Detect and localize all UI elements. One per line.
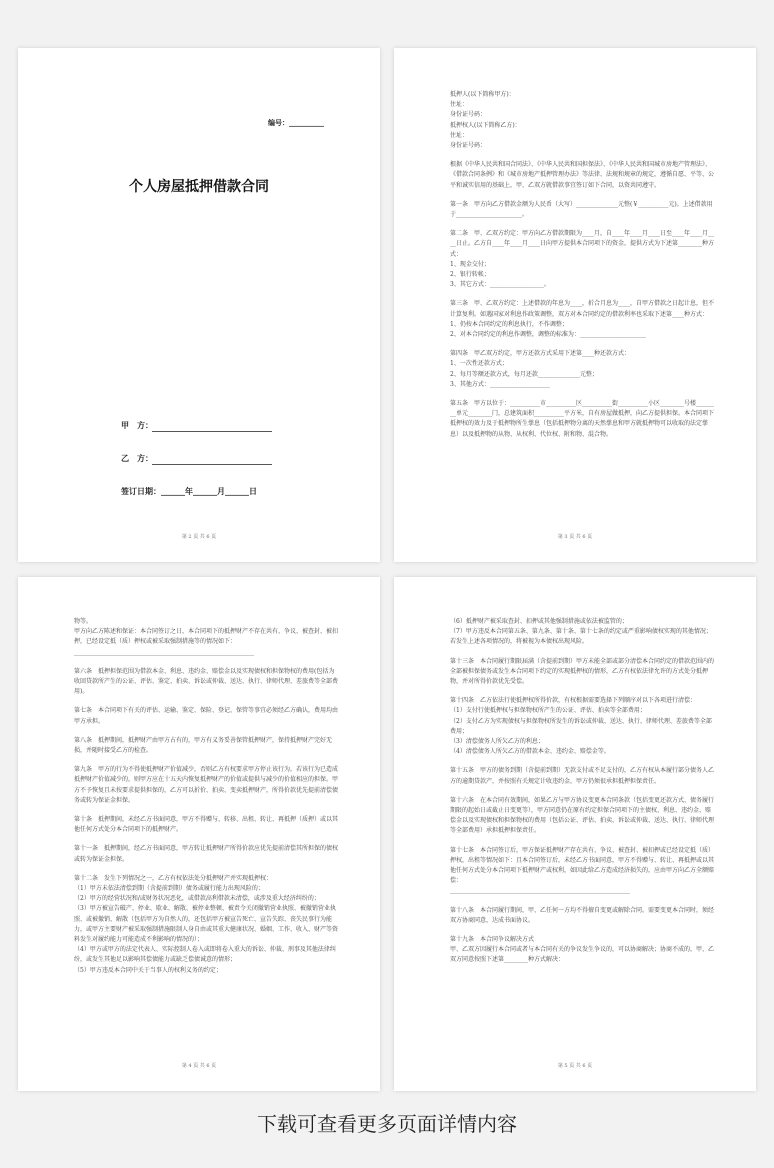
body-line: （6）抵押财产被采取查封、扣押或其他强制措施或依法被监管的； bbox=[450, 618, 628, 625]
body-line: 甲、乙双方因履行本合同或者与本合同有关的争议发生争议的，可以协商解决；协商不成的，甲、乙双方同意按照下述第________种方式解决： bbox=[450, 946, 715, 964]
body-line: 第十七条 本合同签订后，甲方保证抵押财产存在共有、争议、被查封、被扣押或已经设定抵（质）押权，出租等情况如下：且本合同签订后，未经乙方书面同意，甲方不得赠与、转让、再抵押或以其他任何方式处分本合同项下抵押财产或权利，如因此给乙方造成经济损失的，应由甲方向乙方全额赔偿： bbox=[450, 846, 715, 885]
body-line: 住址： bbox=[450, 131, 469, 139]
body-line: 第五条 甲方以位于：__________市__________区__________街__________小区________号楼________单元________门，总建筑面积__________平方米，自有房屋做抵押，向乙方提供担保。本合同项下抵押权的效力及于抵押物所生孳息（包括抵押物分离的天然孳息和甲方就抵押物可以收取的法定孳息）以及抵押物的从物、从权利、代位权、附和物、混合物。 bbox=[450, 400, 715, 438]
party-b-label: 乙 方： bbox=[121, 454, 153, 463]
body-line: 2、每月等额还款方式，每月还款______________元整； bbox=[450, 370, 598, 378]
document-page-5 bbox=[394, 577, 756, 1091]
body-line: 1、仍按本合同约定的利息执行，不作调整； bbox=[450, 320, 568, 328]
body-line: （5）甲方违反本合同中关于当事人的权利义务的约定； bbox=[74, 966, 222, 974]
body-line: 3、其他方式：____________________ bbox=[450, 380, 550, 388]
page-footer: 第 5 页 共 6 页 bbox=[557, 1063, 593, 1069]
document-page-3 bbox=[394, 48, 756, 562]
body-line: 第十一条 抵押期间，经乙方书面同意，甲方转让抵押财产所得价款应优先提前清偿其所担保的债权或转为保证金担保。 bbox=[74, 845, 339, 863]
page-footer: 第 4 页 共 6 页 bbox=[181, 1063, 217, 1069]
body-line: 2、银行转帐； bbox=[450, 271, 490, 279]
body-line: 抵押人(以下简称甲方)： bbox=[450, 91, 515, 98]
body-line: 第十四条 乙方依法行使抵押权所得价款，有权根据需要选择下列顺序对以下各项进行清偿： bbox=[450, 697, 697, 705]
body-line: （1）支付行使抵押权与担保物权所产生的公证、评估、拍卖等全部费用； bbox=[450, 707, 646, 715]
body-line: （3）清偿债务人所欠乙方的利息； bbox=[450, 738, 544, 746]
page-body bbox=[74, 617, 340, 976]
download-caption: 下载可查看更多页面详情内容 bbox=[257, 1112, 517, 1136]
body-line: 第十二条 发生下列情况之一，乙方有权依法处分抵押财产并实现抵押权： bbox=[74, 874, 273, 882]
document-page-4 bbox=[18, 577, 380, 1091]
body-line: 第十条 抵押期间，未经乙方书面同意，甲方不得赠与、转移、出租、转让、再抵押（质押）或以其他任何方式处分本合同项下的抵押财产。 bbox=[74, 816, 339, 834]
sign-date: 签订日期：______年______月______日 bbox=[121, 487, 257, 496]
body-line: ____________________________________________________________ bbox=[74, 648, 254, 656]
body-line: 第十九条 本合同争议解决方式 bbox=[450, 936, 535, 944]
body-line: 甲方向乙方陈述和保证：本合同签订之日，本合同项下的抵押财产不存在共有、争议、被查封、被扣押，已经设定抵（质）押权或被采取强制措施等的情况如下： bbox=[74, 628, 339, 646]
body-line: 1、一次性还款方式； bbox=[450, 360, 508, 368]
body-line: 抵押权人(以下简称乙方)： bbox=[450, 121, 521, 129]
body-line: 第七条 本合同项下有关的评估、运输、鉴定、保险、登记、保管等事宜必须经乙方确认，费用均由甲方承担。 bbox=[74, 707, 339, 725]
body-line: 物等。 bbox=[74, 618, 93, 625]
body-line: 1、现金交付； bbox=[450, 260, 490, 268]
body-line: （4）清偿债务人所欠乙方的借款本金、违约金、赔偿金等。 bbox=[450, 748, 610, 756]
body-line: 第三条 甲、乙双方约定：上述借款的年息为____，折合月息为____，自甲方借款之日起计息，但不计算复利。如遇国家对利息作政策调整，双方对本合同约定的借款利率也采取下述第____种方式： bbox=[450, 300, 715, 318]
contract-number-label: 编号：__________ bbox=[268, 118, 324, 127]
body-line: ____________________________________________________________ bbox=[450, 887, 630, 895]
body-line: 第十八条 本合同履行期间，甲、乙任何一方均不得擅自变更或解除合同。需要变更本合同时，须经双方协商同意，达成书面协议。 bbox=[450, 906, 715, 924]
body-line: 住址： bbox=[450, 101, 469, 109]
page-footer: 第 3 页 共 6 页 bbox=[557, 534, 593, 540]
body-line: （3）甲方被宣告破产、停业、歇业、解散、被停业整顿、被责令关闭撤销营业执照、被撤销营业执照、或被撤销、解散（包括甲方为自然人的，还包括甲方被宣告死亡、宣告失踪、丧失民事行为能力，或甲方主要财产被采取强制措施限制人身自由或其重大健康状况、婚姻、工作、收入、财产等资料发生对履约能力可能造成不利影响的情况的）； bbox=[74, 905, 339, 944]
document-page-cover bbox=[18, 48, 380, 562]
body-line: 第八条 抵押期间，抵押财产由甲方占有的，甲方有义务妥善保管抵押财产，保持抵押财产完好无损，并随时接受乙方的检查。 bbox=[74, 736, 333, 755]
party-a-line bbox=[152, 431, 272, 432]
page-body bbox=[450, 617, 716, 966]
body-line: （1）甲方未依法清偿到期（含提前到期）债务或履行能力出现风险的； bbox=[74, 885, 264, 893]
contract-title: 个人房屋抵押借款合同 bbox=[129, 179, 269, 195]
body-line: （2）甲方的经营状况和/或财务状况恶化，或借款高利借款未清偿，或涉及重大经济纠纷的； bbox=[74, 895, 320, 903]
body-line: 第十三条 本合同履行期限届满（含提前到期）甲方未能全部或部分清偿本合同约定的借款范围内的全部被担保债务或发生本合同项下约定的实现抵押权的情形，乙方有权依法律允许的方式处分抵押物，并对所得价款优先受偿。 bbox=[450, 657, 715, 686]
body-line: 第二条 甲、乙双方约定：甲方向乙方借款期限为____月，自____年____月____日至____年____月____日止。乙方自____年____月____日向甲方提供本合同项下的资金，提供方式为下述第________种方式： bbox=[450, 230, 715, 258]
body-line: （7）甲方违反本合同第五条、第九条、第十条、第十七条的约定或严重影响债权实现的其他情况； bbox=[450, 628, 712, 636]
body-line: 若发生上述各项情况的，将被视为本债权出现风险。 bbox=[450, 638, 589, 646]
body-line: 身份证号码： bbox=[450, 142, 487, 150]
page-footer: 第 2 页 共 6 页 bbox=[181, 534, 217, 540]
party-b-line bbox=[152, 464, 272, 465]
party-a-label: 甲 方： bbox=[121, 421, 153, 430]
body-line: 第四条 甲乙双方约定，甲方还款方式采用下述第____种还款方式： bbox=[450, 350, 631, 358]
body-line: （2）支付乙方为实现债权与担保物权所发生的诉讼或仲裁、送达、执行、律师代理、差旅费等全部费用； bbox=[450, 717, 712, 735]
body-line: 第九条 甲方的行为不得使抵押财产价值减少，否则乙方有权要求甲方停止该行为。若该行为已造成抵押财产价值减少的，则甲方应在十五天内恢复抵押财产的价值或提供与减少的价值相应的担保。甲方不予恢复且未按要求提供担保的，乙方可以折价、拍卖、变卖抵押财产，所得价款优先提前清偿债务或转为保证金担保。 bbox=[74, 766, 339, 804]
body-line: 3、其它方式：__________________。 bbox=[450, 281, 550, 289]
body-line: 身份证号码： bbox=[450, 111, 487, 119]
body-line: （4）甲方或甲方的法定代表人、实际控制人卷入或即将卷入重大的诉讼、仲裁、刑事及其他法律纠纷，或发生其他足以影响其偿债能力或缺乏偿债诚意的情形； bbox=[74, 946, 336, 964]
body-line: 第六条 抵押担保范围为借款本金、利息、违约金、赔偿金以及实现债权和担保物权的费用(包括为收回贷款所产生的公证、评估、鉴定、拍卖、诉讼或仲裁、送达、执行、律师代理、差旅费等全部费用)。 bbox=[74, 667, 339, 696]
body-line: 第十六条 在本合同有效期间，如果乙方与甲方协议变更本合同条款（包括变更还款方式、债务履行期限的起始日或截止日变更等），甲方同意仍在原有约定担保合同项下的主债权、利息、违约金、赔偿金以及实现债权和担保物权的费用（包括公证、评估、拍卖、诉讼或仲裁、送达、执行、律师代理等全部费用）承担抵押担保责任。 bbox=[450, 796, 715, 835]
page-body bbox=[450, 90, 716, 440]
body-line: 根据《中华人民共和国合同法》、《中华人民共和国担保法》、《中华人民共和国城市房地产管理法》、《借款合同条例》和《城市房地产抵押管理办法》等法律、法规和规章的规定，遵循自愿、平等、公平和诚实信用的基础上，甲、乙双方就借款事宜签订如下合同，以资共同遵守。 bbox=[450, 161, 715, 189]
body-line: 2、对本合同约定的利息作调整，调整的标准为：______________________ bbox=[450, 331, 646, 339]
body-line: 第十五条 甲方的债务到期（含提前到期）无款支付或不足支付的，乙方有权从本履行部分债务人乙方的逾期贷款产，并按照有关规定计收违约金，甲方仍须很承担抵押担保责任。 bbox=[450, 767, 715, 785]
body-line: 第一条 甲方向乙方借款金额为人民币（大写）______________元整(￥__________元)。上述借款用于______________________。 bbox=[450, 200, 713, 219]
